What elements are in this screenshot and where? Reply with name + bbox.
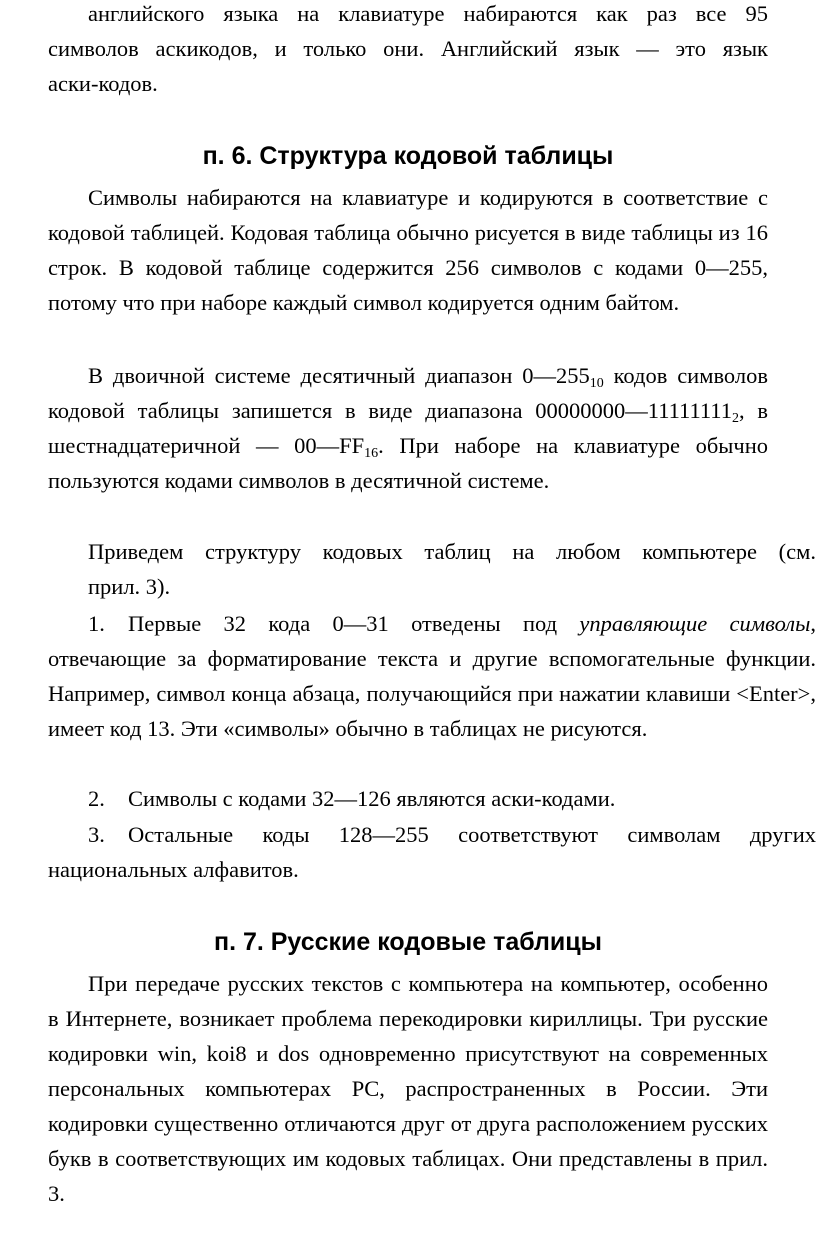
range-text-3: , в шестнадцатеричной — 00—FF bbox=[48, 398, 768, 458]
list-item-1-text-before: Первые 32 кода 0—31 отведены под bbox=[128, 611, 580, 636]
list-item-2-number: 2. bbox=[88, 786, 105, 811]
list-item-1-italic: управляющие символы bbox=[579, 611, 811, 636]
section-7-heading: п. 7. Русские кодовые таблицы bbox=[213, 928, 603, 956]
list-item-1-number: 1. bbox=[88, 611, 105, 636]
paragraph-3-line-1: Приведем структуру кодовых таблиц на любом компьютере (см. bbox=[88, 539, 816, 564]
section-6-paragraph-3 bbox=[88, 534, 816, 604]
section-6-paragraph-2 bbox=[48, 358, 768, 498]
range-text-1: В двоичной системе десятичный диапазон 0—255 bbox=[88, 363, 590, 388]
list-item-3-number: 3. bbox=[88, 822, 105, 847]
section-7-paragraph-1: При передаче русских текстов с компьютера на компьютер, особенно в Интернете, возникает проблема перекодировки кириллицы. Три русские кодировки win, koi8 и dos одновременно присутствуют на современных персональных компьютерах PC, распространенных в России. Эти кодировки существенно отличаются друг от друга расположением русских букв в соответствующих им кодовых таблицах. Они представлены в прил. 3. bbox=[48, 971, 768, 1206]
range-text-4: . При наборе на клавиатуре обычно пользуются кодами символов в десятичной системе. bbox=[48, 433, 768, 493]
subscript-10: 10 bbox=[589, 376, 604, 391]
section-6-paragraph-1: Символы набираются на клавиатуре и кодируются в соответствие с кодовой таблицей. Кодовая таблица обычно рисуется в виде таблицы из 16 строк. В кодовой таблице содержится 256 символов с кодами 0—255, потому что при наборе каждый символ кодируется одним байтом. bbox=[48, 185, 768, 315]
list-item-2 bbox=[48, 781, 816, 816]
section-6-heading: п. 6. Структура кодовой таблицы bbox=[202, 142, 614, 170]
list-item-3-text: Остальные коды 128—255 соответствуют символам других национальных алфавитов. bbox=[48, 822, 816, 882]
list-item-3 bbox=[48, 817, 816, 887]
intro-line-2: символов аскикодов, и только они. Английский язык — это язык bbox=[48, 36, 768, 61]
intro-paragraph bbox=[48, 0, 768, 101]
intro-line-1: английского языка на клавиатуре набираются как раз все 95 bbox=[88, 1, 768, 26]
list-item-2-text: Символы с кодами 32—126 являются аски-кодами. bbox=[128, 786, 616, 811]
range-text-2: кодов символов кодовой таблицы запишется в виде диапазона 00000000—11111111 bbox=[48, 363, 768, 423]
subscript-16: 16 bbox=[364, 446, 379, 461]
intro-line-3: аски-кодов. bbox=[48, 71, 158, 96]
list-item-1 bbox=[48, 606, 816, 746]
paragraph-3-line-2: прил. 3). bbox=[88, 574, 171, 599]
list-item-1-text-after: , отвечающие за форматирование текста и другие вспомогательные функции. Например, символ конца абзаца, получающийся при нажатии клавиши <Enter>, имеет код 13. Эти «символы» обычно в таблицах не рисуются. bbox=[48, 611, 816, 741]
subscript-2: 2 bbox=[731, 411, 739, 426]
